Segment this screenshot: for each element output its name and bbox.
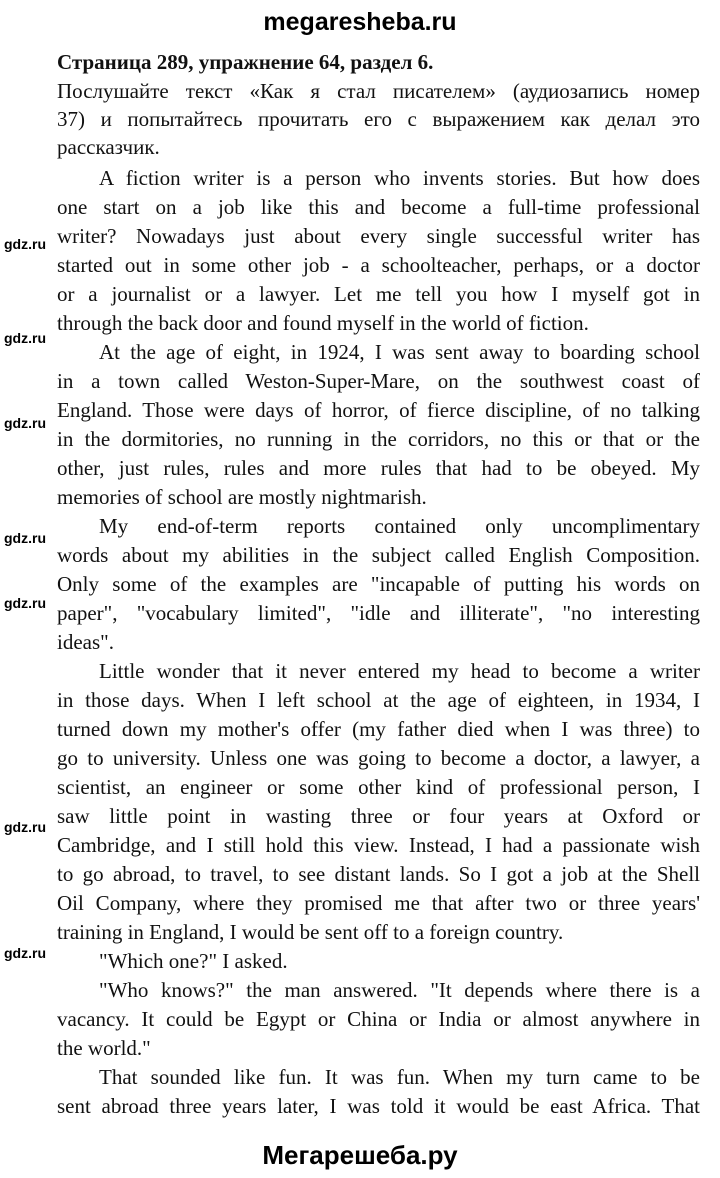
text-line: paper", "vocabulary limited", "idle and illiterate", "no interesting xyxy=(57,601,700,625)
text-line: the world." xyxy=(57,1036,151,1060)
watermark: gdz.ru xyxy=(4,330,46,346)
watermark: gdz.ru xyxy=(4,595,46,611)
text-line: Only some of the examples are "incapable of putting his words on xyxy=(57,572,700,596)
paragraph xyxy=(57,657,700,947)
text-line: vacancy. It could be Egypt or China or India or almost anywhere in xyxy=(57,1007,700,1031)
text-line: "Who knows?" the man answered. "It depends where there is a xyxy=(99,978,700,1002)
paragraph xyxy=(57,512,700,657)
text-line: turned down my mother's offer (my father died when I was three) to xyxy=(57,717,700,741)
text-line: other, just rules, rules and more rules that had to be obeyed. My xyxy=(57,456,700,480)
text-line: go to university. Unless one was going to become a doctor, a lawyer, a xyxy=(57,746,700,770)
text-line: рассказчик. xyxy=(57,135,160,159)
text-line: in those days. When I left school at the age of eighteen, in 1934, I xyxy=(57,688,700,712)
text-line: Little wonder that it never entered my head to become a writer xyxy=(99,659,700,683)
text-line: My end-of-term reports contained only uncomplimentary xyxy=(99,514,700,538)
watermark: gdz.ru xyxy=(4,945,46,961)
text-line: Послушайте текст «Как я стал писателем» (аудиозапись номер xyxy=(57,79,700,103)
text-line: sent abroad three years later, I was told it would be east Africa. That xyxy=(57,1094,700,1118)
text-line: through the back door and found myself in the world of fiction. xyxy=(57,311,589,335)
paragraph xyxy=(57,1063,700,1121)
paragraph xyxy=(57,338,700,512)
text-line: "Which one?" I asked. xyxy=(99,949,288,973)
watermark: gdz.ru xyxy=(4,236,46,252)
text-line: That sounded like fun. It was fun. When my turn came to be xyxy=(99,1065,700,1089)
text-line: Cambridge, and I still hold this view. Instead, I had a passionate wish xyxy=(57,833,700,857)
text-line: in the dormitories, no running in the corridors, no this or that or the xyxy=(57,427,700,451)
paragraph xyxy=(57,976,700,1063)
text-line: ideas". xyxy=(57,630,114,654)
text-line: training in England, I would be sent off to a foreign country. xyxy=(57,920,564,944)
watermark: gdz.ru xyxy=(4,819,46,835)
story-text xyxy=(57,164,700,1121)
text-line: to go abroad, to travel, to see distant lands. So I got a job at the Shell xyxy=(57,862,700,886)
text-line: memories of school are mostly nightmarish. xyxy=(57,485,427,509)
text-line: one start on a job like this and become a full-time professional xyxy=(57,195,700,219)
paragraph xyxy=(57,164,700,338)
watermark: gdz.ru xyxy=(4,530,46,546)
text-line: saw little point in wasting three or four years at Oxford or xyxy=(57,804,700,828)
text-line: A fiction writer is a person who invents stories. But how does xyxy=(99,166,700,190)
exercise-heading: Страница 289, упражнение 64, раздел 6. xyxy=(57,50,434,74)
document-body xyxy=(57,47,700,1121)
text-line: 37) и попытайтесь прочитать его с выражением как делал это xyxy=(57,107,700,131)
text-line: Oil Company, where they promised me that after two or three years' xyxy=(57,891,700,915)
text-line: words about my abilities in the subject called English Composition. xyxy=(57,543,700,567)
watermark: gdz.ru xyxy=(4,415,46,431)
text-line: scientist, an engineer or some other kind of professional person, I xyxy=(57,775,700,799)
site-footer: Мегарешеба.ру xyxy=(262,1140,458,1170)
paragraph xyxy=(57,947,700,976)
text-line: started out in some other job - a schoolteacher, perhaps, or a doctor xyxy=(57,253,700,277)
text-line: or a journalist or a lawyer. Let me tell you how I myself got in xyxy=(57,282,700,306)
text-line: England. Those were days of horror, of fierce discipline, of no talking xyxy=(57,398,700,422)
task-instructions xyxy=(57,77,700,161)
site-header: megaresheba.ru xyxy=(263,8,457,36)
text-line: writer? Nowadays just about every single successful writer has xyxy=(57,224,700,248)
text-line: At the age of eight, in 1924, I was sent away to boarding school xyxy=(99,340,700,364)
text-line: in a town called Weston-Super-Mare, on the southwest coast of xyxy=(57,369,700,393)
